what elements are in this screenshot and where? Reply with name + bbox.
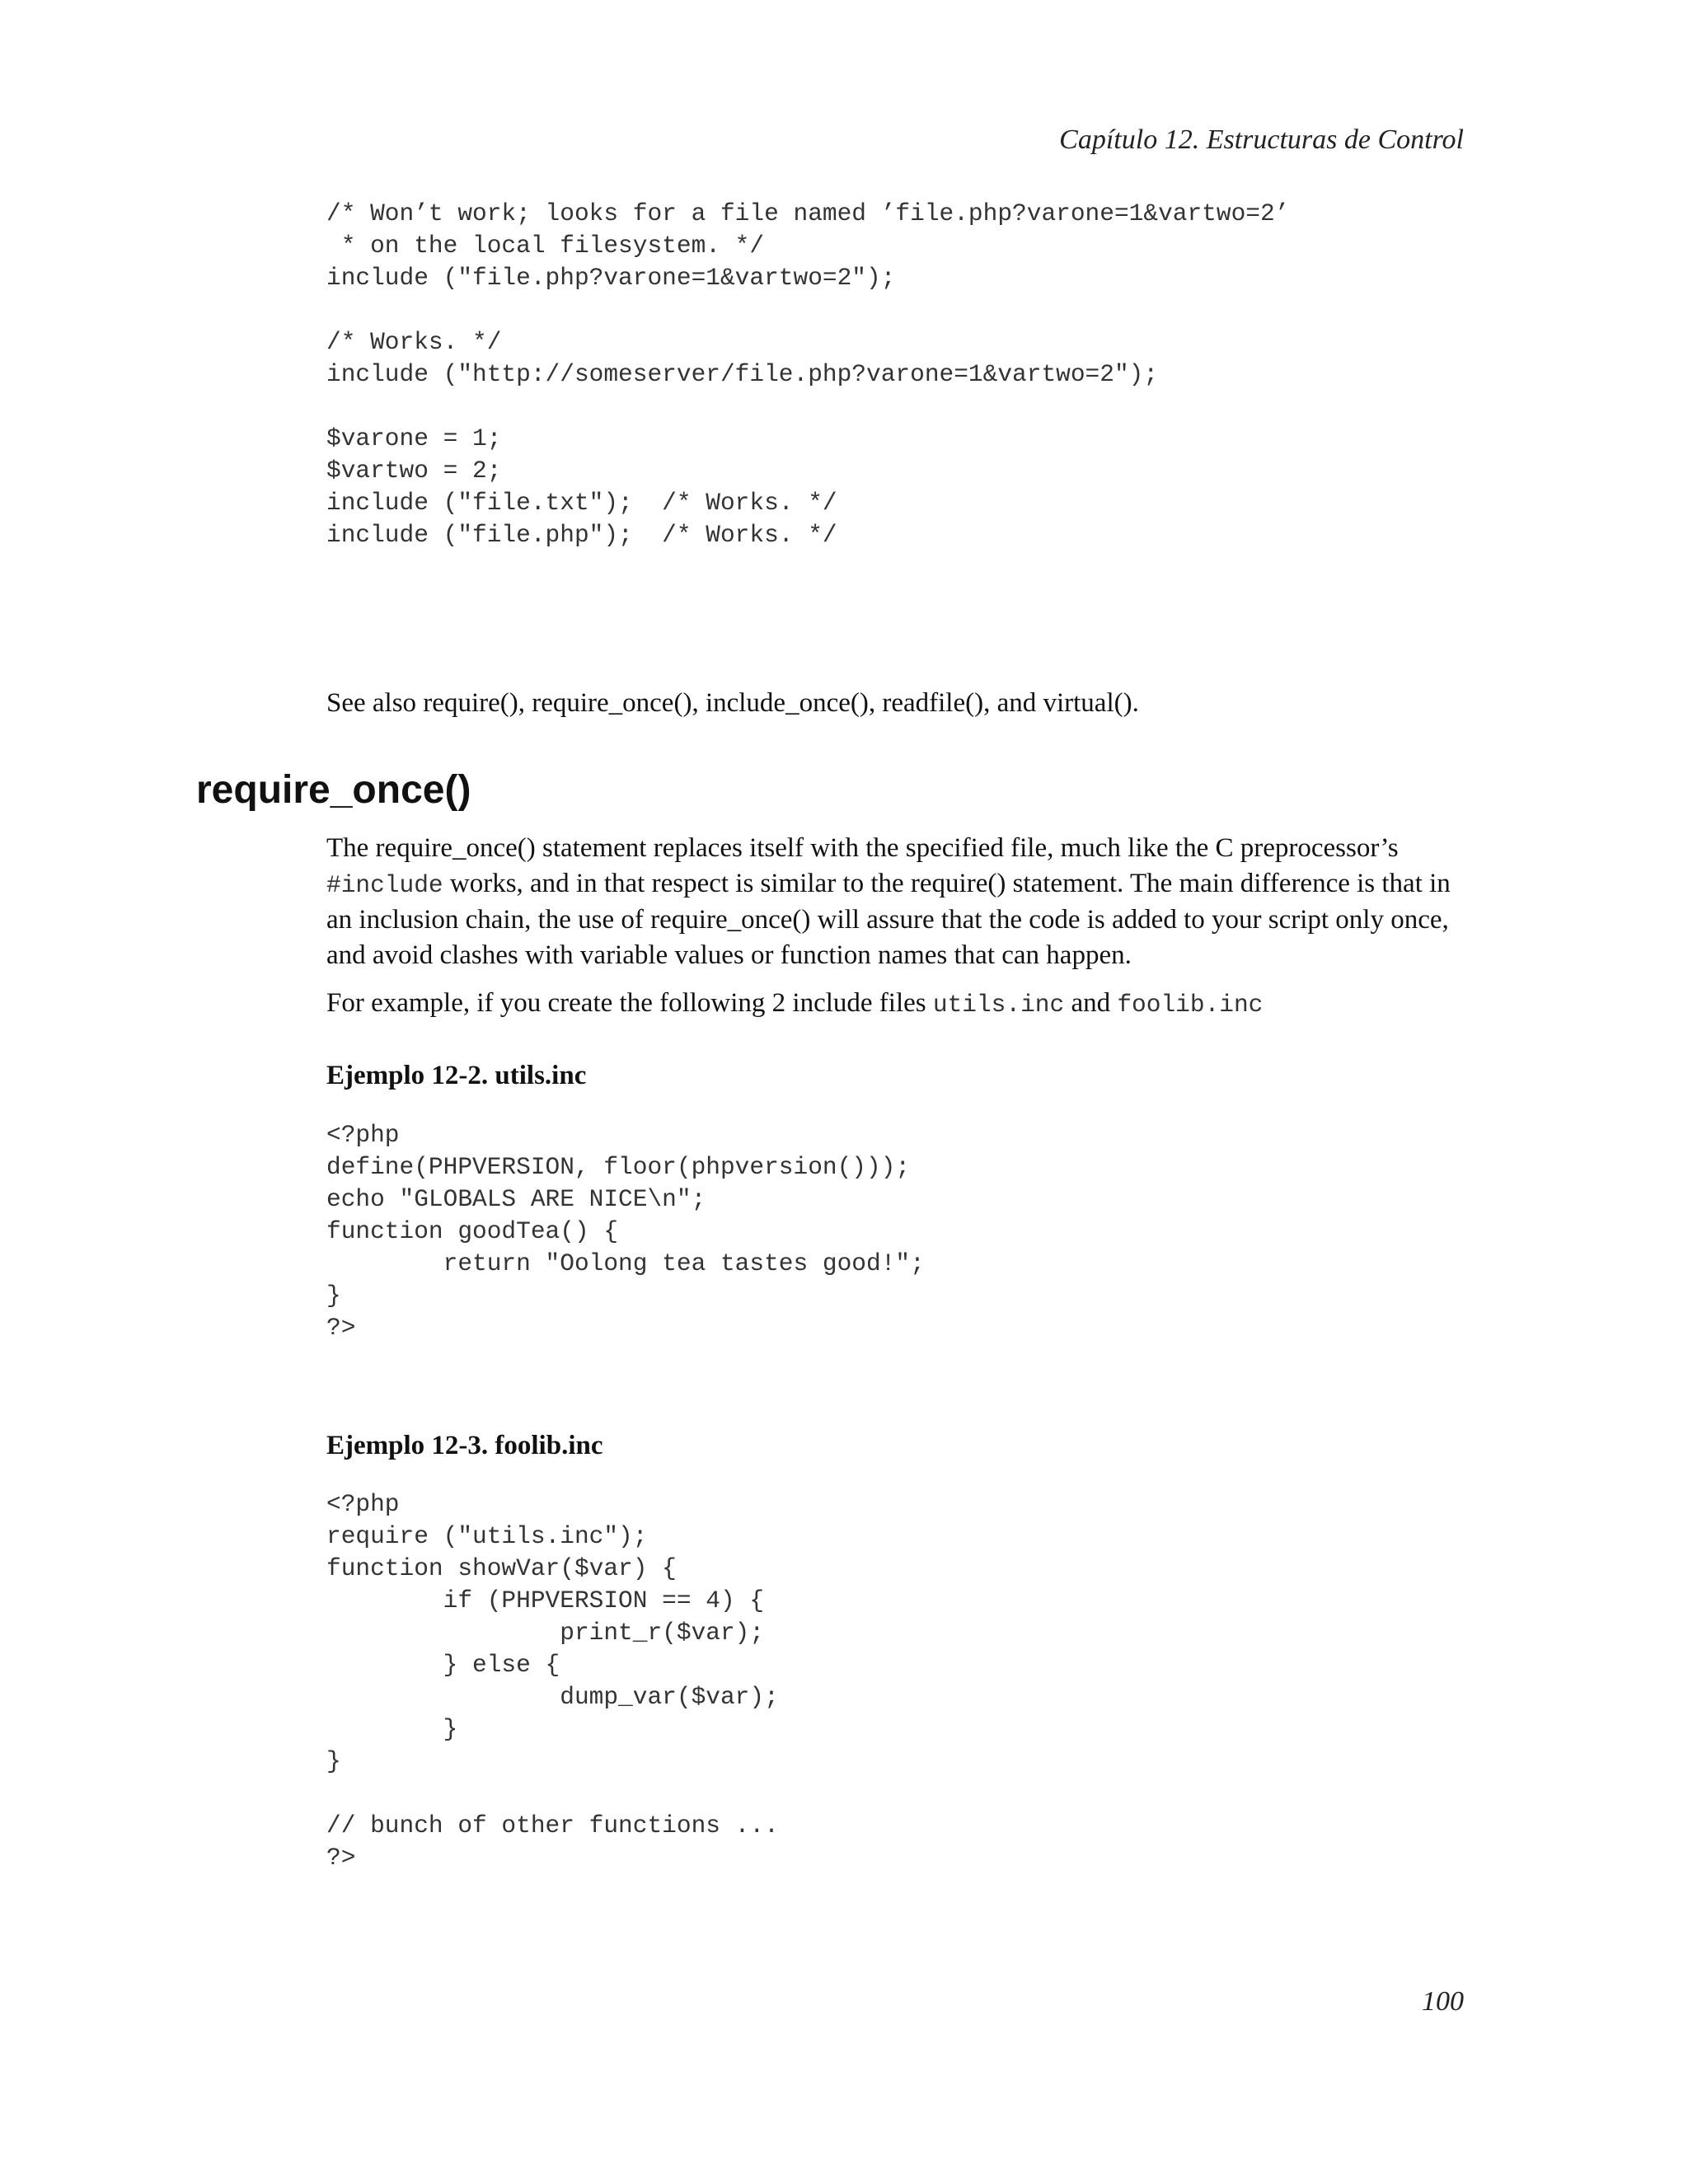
example-intro-text: For example, if you create the following 2 include files: [326, 988, 933, 1018]
inline-code-utils: utils.inc: [932, 991, 1065, 1019]
code-block-utils: <?php define(PHPVERSION, floor(phpversion())); echo "GLOBALS ARE NICE\n"; function goodTea() { return "Oolong tea tastes good!"; } ?>: [326, 1121, 925, 1342]
inline-code-foolib: foolib.inc: [1117, 991, 1264, 1019]
example-intro: [326, 986, 1472, 1023]
see-also-text: See also require(), require_once(), include_once(), readfile(), and virtual().: [326, 688, 1139, 718]
code-block-foolib: <?php require ("utils.inc"); function showVar($var) { if (PHPVERSION == 4) { print_r($var); } else { dump_var($var); } } // bunch of other functions ... ?>: [326, 1490, 779, 1872]
inline-code-include: #include: [326, 870, 443, 899]
chapter-header: Capítulo 12. Estructuras de Control: [1059, 124, 1464, 155]
page-number: 100: [1422, 1986, 1464, 2017]
description-text-end: works, and in that respect is similar to the require() statement. The main difference is that in an inclusion chain, the use of require_once() will assure that the code is added to your script only once, and avoid clashes with variable values or function names that can happen.: [326, 868, 1451, 970]
example-intro-and: and: [1064, 988, 1118, 1018]
section-title: require_once(): [196, 768, 471, 812]
example-title-foolib: Ejemplo 12-3. foolib.inc: [326, 1431, 603, 1460]
description-text-start: The require_once() statement replaces itself with the specified file, much like the C preprocessor’s: [326, 833, 1399, 863]
example-title-utils: Ejemplo 12-2. utils.inc: [326, 1061, 587, 1090]
require-once-description: [326, 831, 1472, 972]
code-block-include-examples: /* Won’t work; looks for a file named ’file.php?varone=1&vartwo=2’ * on the local filesystem. */ include ("file.php?varone=1&vartwo=2"); /* Works. */ include ("http://someserver/file.php?varone=1&vartwo=2"); $varone = 1; $vartwo = 2; include ("file.txt"); /* Works. */ include ("file.php"); /* Works. */: [326, 199, 1290, 549]
